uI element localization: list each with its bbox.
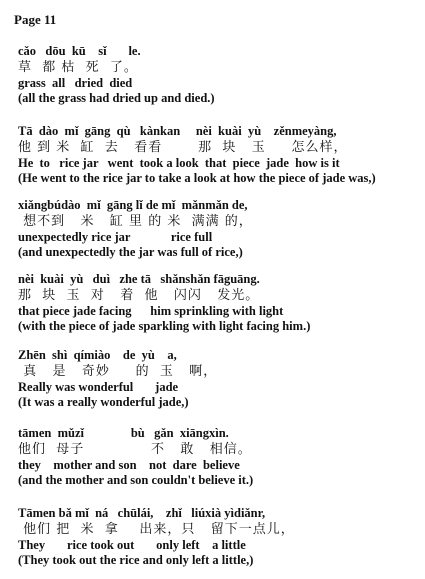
gloss-line: they mother and son not dare believe <box>18 458 240 472</box>
pinyin-line: Tā dào mǐ gāng qù kànkan nèi kuài yù zěnmeyàng, <box>18 124 337 138</box>
hanzi-line: 想不到 米 缸 里 的 米 满满 的， <box>18 214 253 229</box>
gloss-line: grass all dried died <box>18 76 133 90</box>
pinyin-line: Zhēn shì qímiào de yù a, <box>18 348 177 362</box>
pinyin-line: nèi kuài yù duì zhe tā shǎnshǎn fāguāng. <box>18 272 260 286</box>
hanzi-line: 他们 母子 不 敢 相信。 <box>18 442 252 457</box>
translation-line: (He went to the rice jar to take a look at how the piece of jade was,) <box>18 171 376 185</box>
gloss-line: that piece jade facing him sprinkling with light <box>18 304 284 318</box>
hanzi-line: 草 都 枯 死 了。 <box>18 60 138 75</box>
sentence-block <box>18 426 418 488</box>
translation-line: (all the grass had dried up and died.) <box>18 91 215 105</box>
pinyin-line: xiǎngbúdào mǐ gāng lǐ de mǐ mǎnmǎn de, <box>18 198 248 212</box>
sentence-block <box>18 348 418 410</box>
pinyin-line: cǎo dōu kū sǐ le. <box>18 44 141 58</box>
gloss-line: They rice took out only left a little <box>18 538 246 552</box>
page-title: Page 11 <box>14 12 57 27</box>
translation-line: (and unexpectedly the jar was full of rice,) <box>18 245 243 259</box>
translation-line: (with the piece of jade sparkling with light facing him.) <box>18 319 311 333</box>
hanzi-line: 真 是 奇妙 的 玉 啊， <box>18 364 218 379</box>
sentence-block <box>18 506 418 568</box>
gloss-line: unexpectedly rice jar rice full <box>18 230 213 244</box>
sentence-block <box>18 272 418 334</box>
translation-line: (They took out the rice and only left a little,) <box>18 553 254 567</box>
pinyin-line: Tāmen bǎ mǐ ná chūlái, zhǐ liúxià yìdiǎnr, <box>18 506 266 520</box>
sentence-block <box>18 124 418 186</box>
gloss-line: Really was wonderful jade <box>18 380 179 394</box>
gloss-line: He to rice jar went took a look that piece jade how is it <box>18 156 340 170</box>
sentence-block <box>18 44 418 106</box>
hanzi-line: 那 块 玉 对 着 他 闪闪 发光。 <box>18 288 260 303</box>
translation-line: (It was a really wonderful jade,) <box>18 395 189 409</box>
hanzi-line: 他们 把 米 拿 出来，只 留下一点儿， <box>18 522 295 537</box>
hanzi-line: 他 到 米 缸 去 看看 那 块 玉 怎么样， <box>18 140 348 155</box>
pinyin-line: tāmen mǔzǐ bù gǎn xiāngxìn. <box>18 426 229 440</box>
sentence-block <box>18 198 418 260</box>
translation-line: (and the mother and son couldn't believe it.) <box>18 473 254 487</box>
